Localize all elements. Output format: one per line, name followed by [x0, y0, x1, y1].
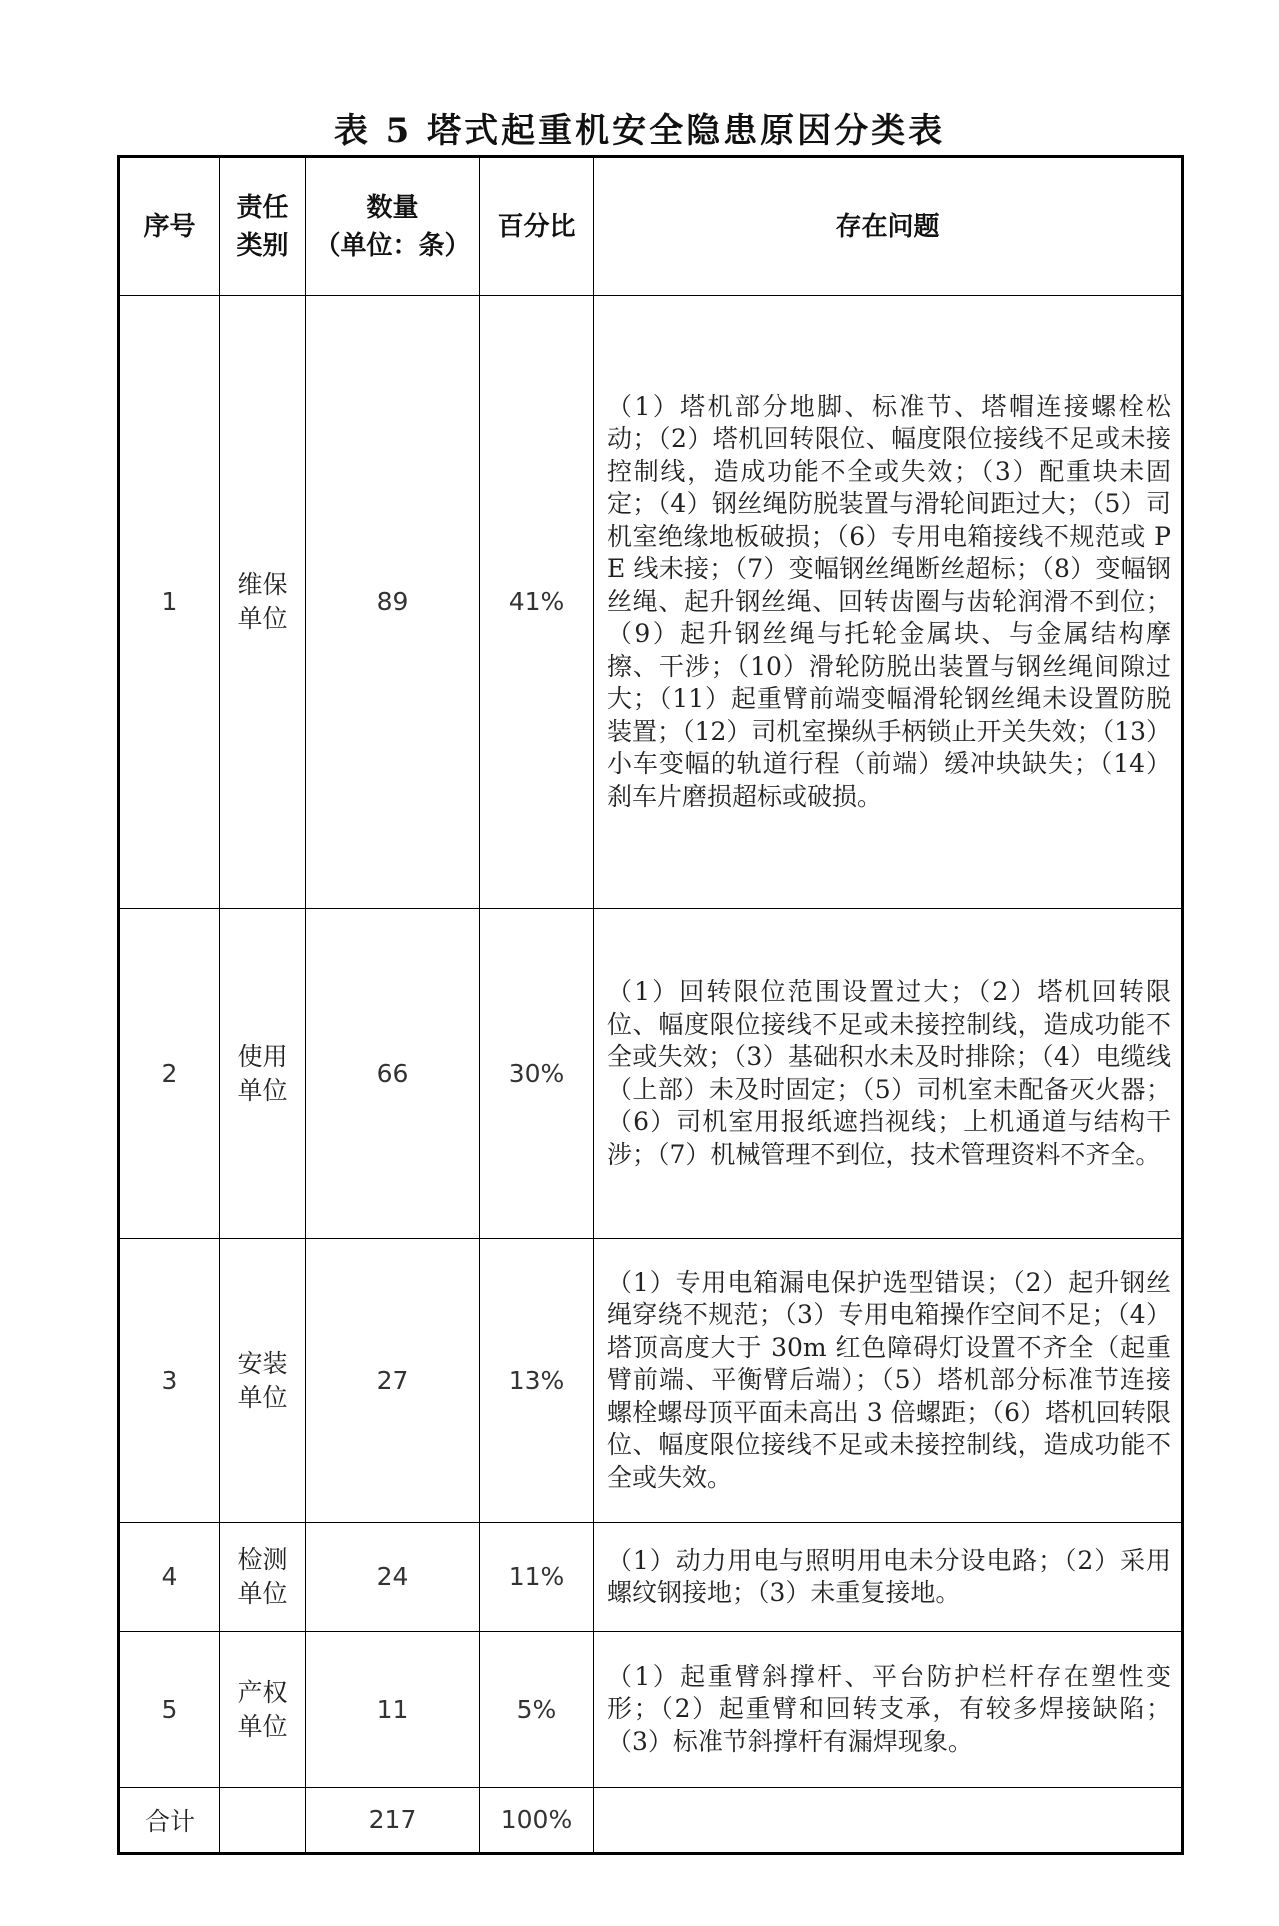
row-percent: 30%: [480, 909, 594, 1239]
row-seq: 2: [119, 909, 220, 1239]
total-percent: 100%: [480, 1788, 594, 1854]
header-seq: 序号: [119, 157, 220, 296]
header-count-line-1: 数量: [366, 192, 419, 223]
row-issues: （1）动力用电与照明用电未分设电路；（2）采用螺纹钢接地；（3）未重复接地。: [594, 1523, 1183, 1632]
row-category-line-1: 安装: [237, 1348, 288, 1378]
row-category-line-2: 单位: [237, 1579, 288, 1608]
table-row: [119, 1523, 1183, 1632]
row-percent: 11%: [480, 1523, 594, 1632]
row-category-line-2: 单位: [237, 1075, 288, 1105]
total-count: 217: [306, 1788, 480, 1854]
row-category-line-2: 单位: [237, 1711, 288, 1741]
hazard-classification-table: [117, 155, 1184, 1855]
row-category: [220, 1239, 306, 1523]
row-count: 24: [306, 1523, 480, 1632]
row-category: [220, 1632, 306, 1788]
row-category-line-2: 单位: [237, 604, 288, 633]
row-percent: 41%: [480, 296, 594, 909]
row-category: [220, 1523, 306, 1632]
total-label: 合计: [119, 1788, 220, 1854]
row-seq: 5: [119, 1632, 220, 1788]
row-category-line-1: 维保: [237, 570, 288, 599]
row-category: [220, 909, 306, 1239]
total-row: [119, 1788, 1183, 1854]
row-category: [220, 296, 306, 909]
row-seq: 1: [119, 296, 220, 909]
row-count: 89: [306, 296, 480, 909]
row-seq: 3: [119, 1239, 220, 1523]
table-title: 表 5 塔式起重机安全隐患原因分类表: [333, 111, 946, 151]
row-count: 66: [306, 909, 480, 1239]
row-category-line-1: 使用: [237, 1041, 288, 1071]
row-percent: 13%: [480, 1239, 594, 1523]
row-percent: 5%: [480, 1632, 594, 1788]
header-category: [220, 157, 306, 296]
table-row: [119, 909, 1183, 1239]
row-issues: （1）塔机部分地脚、标准节、塔帽连接螺栓松动；（2）塔机回转限位、幅度限位接线不足或未接控制线，造成功能不全或失效；（3）配重块未固定；（4）钢丝绳防脱装置与滑轮间距过大；（5）司机室绝缘地板破损；（6）专用电箱接线不规范或 PE 线未接；（7）变幅钢丝绳断丝超标；（8）变幅钢丝绳、起升钢丝绳、回转齿圈与齿轮润滑不到位；（9）起升钢丝绳与托轮金属块、与金属结构摩擦、干涉；（10）滑轮防脱出装置与钢丝绳间隙过大；（11）起重臂前端变幅滑轮钢丝绳未设置防脱装置；（12）司机室操纵手柄锁止开关失效；（13）小车变幅的轨道行程（前端）缓冲块缺失；（14）刹车片磨损超标或破损。: [594, 296, 1183, 909]
row-issues: （1）专用电箱漏电保护选型错误；（2）起升钢丝绳穿绕不规范；（3）专用电箱操作空间不足；（4）塔顶高度大于 30m 红色障碍灯设置不齐全（起重臂前端、平衡臂后端）；（5）塔机部分标准节连接螺栓螺母顶平面未高出 3 倍螺距；（6）塔机回转限位、幅度限位接线不足或未接控制线，造成功能不全或失效。: [594, 1239, 1183, 1523]
total-category-empty: [220, 1788, 306, 1854]
row-category-line-1: 检测: [237, 1545, 288, 1574]
row-category-line-2: 单位: [237, 1382, 288, 1412]
row-count: 27: [306, 1239, 480, 1523]
table-header-row: [119, 157, 1183, 296]
table-row: [119, 296, 1183, 909]
row-issues: （1）回转限位范围设置过大；（2）塔机回转限位、幅度限位接线不足或未接控制线，造成功能不全或失效；（3）基础积水未及时排除；（4）电缆线（上部）未及时固定；（5）司机室未配备灭火器；（6）司机室用报纸遮挡视线；上机通道与结构干涉；（7）机械管理不到位，技术管理资料不齐全。: [594, 909, 1183, 1239]
row-category-line-1: 产权: [237, 1677, 288, 1707]
header-count-line-2: （单位：条）: [314, 230, 471, 261]
table-row: [119, 1632, 1183, 1788]
header-issues: 存在问题: [594, 157, 1183, 296]
header-percent: 百分比: [480, 157, 594, 296]
row-count: 11: [306, 1632, 480, 1788]
table-row: [119, 1239, 1183, 1523]
row-seq: 4: [119, 1523, 220, 1632]
header-category-line-1: 责任: [236, 192, 289, 223]
header-category-line-2: 类别: [236, 230, 289, 261]
header-count: [306, 157, 480, 296]
total-issues-empty: [594, 1788, 1183, 1854]
row-issues: （1）起重臂斜撑杆、平台防护栏杆存在塑性变形；（2）起重臂和回转支承，有较多焊接缺陷；（3）标准节斜撑杆有漏焊现象。: [594, 1632, 1183, 1788]
